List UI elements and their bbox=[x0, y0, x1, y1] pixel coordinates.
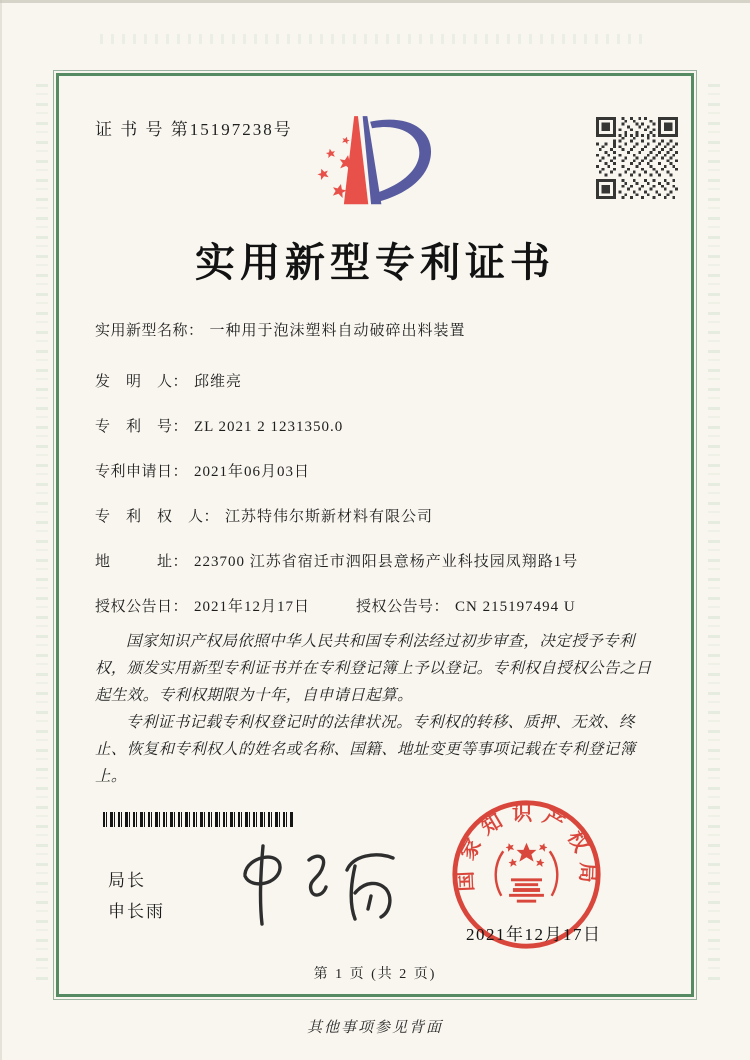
field-value: ZL 2021 2 1231350.0 bbox=[194, 419, 344, 435]
page-indicator: 第 1 页 (共 2 页) bbox=[313, 967, 437, 982]
field-label: 实用新型名称： bbox=[95, 323, 204, 339]
certificate-title: 实用新型专利证书 bbox=[195, 240, 555, 285]
certificate-number: 证 书 号 第15197238号 bbox=[95, 120, 293, 139]
legal-paragraph-2: 专利证书记载专利权登记时的法律状况。专利权的转移、质押、无效、终止、恢复和专利权人的姓名或名称、国籍、地址变更等事项记载在专利登记簿上。 bbox=[95, 714, 636, 785]
field-value: 江苏特伟尔斯新材料有限公司 bbox=[225, 509, 434, 525]
barcode bbox=[103, 812, 293, 827]
grant-date: 2021年12月17日 bbox=[466, 925, 602, 944]
field-value: 2021年06月03日 bbox=[194, 464, 311, 480]
field-value: 2021年12月17日 bbox=[194, 599, 311, 615]
national-emblem-icon bbox=[496, 842, 558, 902]
back-note: 其他事项参见背面 bbox=[306, 1020, 443, 1036]
cnipa-logo-icon bbox=[297, 110, 447, 214]
field-row-address bbox=[95, 551, 660, 573]
seal-text: 国家知识产权局 bbox=[454, 803, 599, 892]
field-value: 223700 江苏省宿迁市泗阳县意杨产业科技园凤翔路1号 bbox=[194, 554, 579, 570]
officer-title: 局长 bbox=[108, 871, 146, 890]
field-label: 专 利 权 人： bbox=[95, 509, 220, 525]
border-ornament-left bbox=[36, 84, 48, 986]
field-value: CN 215197494 U bbox=[455, 599, 576, 615]
field-value: 一种用于泡沫塑料自动破碎出料装置 bbox=[209, 323, 466, 339]
field-row-patent-no bbox=[95, 416, 660, 438]
field-row-grant bbox=[95, 596, 660, 618]
scan-edge-top bbox=[0, 0, 750, 3]
field-label: 地 址： bbox=[95, 554, 189, 570]
field-label: 授权公告日： bbox=[95, 599, 189, 615]
border-ornament-right bbox=[708, 84, 720, 986]
field-row-patentee bbox=[95, 506, 660, 528]
legal-text bbox=[95, 628, 661, 790]
field-label: 发 明 人： bbox=[95, 374, 189, 390]
officer-name: 申长雨 bbox=[108, 902, 165, 921]
field-label: 专利申请日： bbox=[95, 464, 189, 480]
field-row-name bbox=[95, 320, 660, 342]
border-ornament-top bbox=[100, 34, 650, 44]
field-row-inventor bbox=[95, 371, 660, 393]
signature-image bbox=[205, 838, 415, 930]
qr-code bbox=[596, 117, 678, 199]
field-list bbox=[95, 320, 660, 641]
field-label: 专 利 号： bbox=[95, 419, 189, 435]
legal-paragraph-1: 国家知识产权局依照中华人民共和国专利法经过初步审查，决定授予专利权，颁发实用新型专利证书并在专利登记簿上予以登记。专利权自授权公告之日起生效。专利权期限为十年，自申请日起算。 bbox=[95, 633, 652, 704]
field-label: 授权公告号： bbox=[356, 599, 450, 615]
officer-block bbox=[108, 865, 165, 927]
scan-edge-left bbox=[0, 0, 2, 1060]
field-value: 邱维亮 bbox=[194, 374, 243, 390]
field-row-filing-date bbox=[95, 461, 660, 483]
